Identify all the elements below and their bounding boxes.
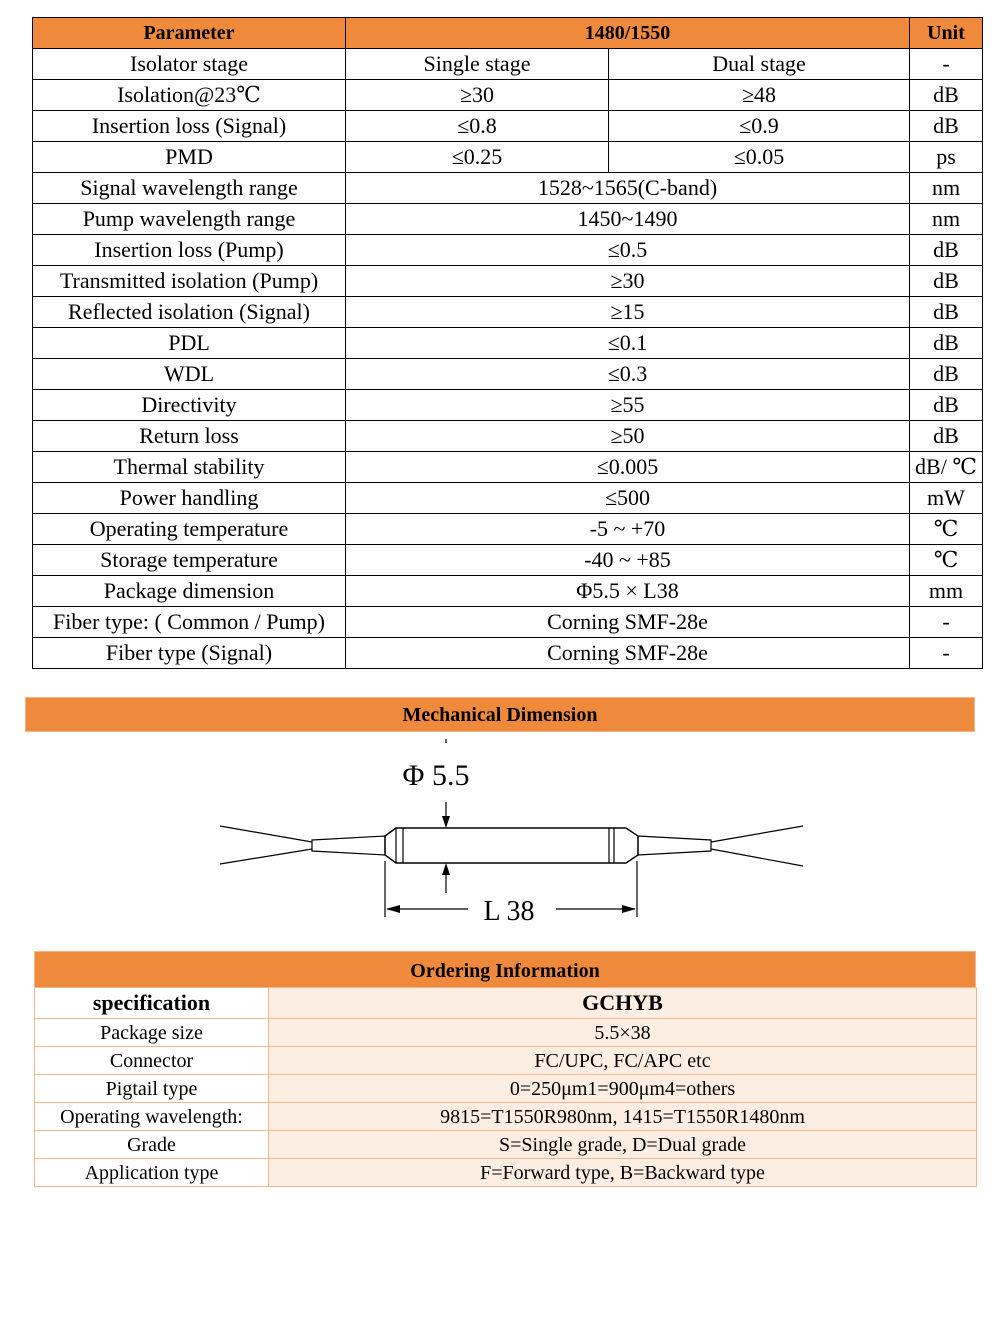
- ordering-header-row: [35, 988, 977, 1019]
- spec-parameter-cell: Package dimension: [33, 576, 346, 607]
- spec-unit-cell: nm: [910, 173, 983, 204]
- spec-unit-cell: dB/ ℃: [910, 452, 983, 483]
- spec-row: [33, 204, 983, 235]
- spec-parameter-cell: Storage temperature: [33, 545, 346, 576]
- spec-value-cell: ≤500: [346, 483, 910, 514]
- spec-row: [33, 545, 983, 576]
- spec-row: [33, 173, 983, 204]
- ordering-row: [35, 1159, 977, 1187]
- spec-parameter-cell: Return loss: [33, 421, 346, 452]
- spec-value-cell: ≤0.1: [346, 328, 910, 359]
- spec-parameter-cell: Operating temperature: [33, 514, 346, 545]
- spec-row: [33, 452, 983, 483]
- spec-unit-cell: dB: [910, 390, 983, 421]
- spec-parameter-cell: Insertion loss (Signal): [33, 111, 346, 142]
- ordering-label-cell: Pigtail type: [35, 1075, 269, 1103]
- spec-row: [33, 49, 983, 80]
- spec-row: [33, 142, 983, 173]
- spec-table: [32, 17, 983, 669]
- spec-unit-cell: dB: [910, 266, 983, 297]
- ordering-value-cell: 0=250μm1=900μm4=others: [269, 1075, 977, 1103]
- spec-unit-cell: dB: [910, 421, 983, 452]
- mechanical-dimension-bar: Mechanical Dimension: [25, 697, 975, 732]
- ordering-value-cell: 5.5×38: [269, 1019, 977, 1047]
- ordering-value-cell: 9815=T1550R980nm, 1415=T1550R1480nm: [269, 1103, 977, 1131]
- spec-value-dual-cell: ≤0.05: [609, 142, 910, 173]
- spec-unit-cell: nm: [910, 204, 983, 235]
- spec-parameter-cell: Transmitted isolation (Pump): [33, 266, 346, 297]
- left-fiber-upper: [220, 826, 312, 842]
- ordering-table: [34, 987, 977, 1187]
- spec-unit-cell: mm: [910, 576, 983, 607]
- spec-value-dual-cell: Dual stage: [609, 49, 910, 80]
- ordering-label-cell: Operating wavelength:: [35, 1103, 269, 1131]
- ordering-row: [35, 1075, 977, 1103]
- spec-value-cell: ≥30: [346, 266, 910, 297]
- ordering-header-value: GCHYB: [269, 988, 977, 1019]
- spec-unit-cell: dB: [910, 111, 983, 142]
- spec-row: [33, 638, 983, 669]
- spec-unit-cell: ps: [910, 142, 983, 173]
- left-boot: [312, 836, 385, 855]
- spec-value-cell: Corning SMF-28e: [346, 638, 910, 669]
- spec-unit-cell: dB: [910, 297, 983, 328]
- ordering-row: [35, 1103, 977, 1131]
- right-fiber-upper: [711, 826, 803, 842]
- spec-value-cell: ≤0.3: [346, 359, 910, 390]
- ordering-information-bar: Ordering Information: [34, 951, 976, 988]
- spec-value-single-cell: ≤0.25: [346, 142, 609, 173]
- spec-value-cell: -5 ~ +70: [346, 514, 910, 545]
- spec-unit-cell: dB: [910, 359, 983, 390]
- ordering-row: [35, 1019, 977, 1047]
- header-unit: Unit: [910, 18, 983, 49]
- spec-value-cell: Corning SMF-28e: [346, 607, 910, 638]
- spec-row: [33, 235, 983, 266]
- spec-value-cell: 1450~1490: [346, 204, 910, 235]
- spec-parameter-cell: Power handling: [33, 483, 346, 514]
- spec-value-cell: ≥50: [346, 421, 910, 452]
- spec-parameter-cell: PDL: [33, 328, 346, 359]
- spec-parameter-cell: Thermal stability: [33, 452, 346, 483]
- spec-parameter-cell: Directivity: [33, 390, 346, 421]
- spec-unit-cell: mW: [910, 483, 983, 514]
- ordering-label-cell: Package size: [35, 1019, 269, 1047]
- spec-value-single-cell: ≤0.8: [346, 111, 609, 142]
- spec-row: [33, 421, 983, 452]
- spec-value-cell: -40 ~ +85: [346, 545, 910, 576]
- spec-unit-cell: ℃: [910, 545, 983, 576]
- spec-row: [33, 607, 983, 638]
- spec-parameter-cell: Isolation@23℃: [33, 80, 346, 111]
- spec-value-cell: ≥15: [346, 297, 910, 328]
- spec-row: [33, 266, 983, 297]
- ordering-body: [35, 988, 977, 1187]
- spec-row: [33, 111, 983, 142]
- header-model: 1480/1550: [346, 18, 910, 49]
- spec-unit-cell: -: [910, 607, 983, 638]
- right-boot: [638, 836, 711, 855]
- ordering-row: [35, 1047, 977, 1075]
- left-fiber-lower: [220, 849, 312, 864]
- ordering-label-cell: Grade: [35, 1131, 269, 1159]
- spec-parameter-cell: Fiber type: ( Common / Pump): [33, 607, 346, 638]
- spec-header-row: [33, 18, 983, 49]
- spec-unit-cell: dB: [910, 235, 983, 266]
- spec-row: [33, 514, 983, 545]
- spec-parameter-cell: Insertion loss (Pump): [33, 235, 346, 266]
- spec-unit-cell: ℃: [910, 514, 983, 545]
- spec-value-single-cell: ≥30: [346, 80, 609, 111]
- spec-parameter-cell: Isolator stage: [33, 49, 346, 80]
- length-label: L 38: [483, 896, 535, 927]
- spec-parameter-cell: WDL: [33, 359, 346, 390]
- spec-parameter-cell: Signal wavelength range: [33, 173, 346, 204]
- spec-value-cell: 1528~1565(C-band): [346, 173, 910, 204]
- spec-parameter-cell: Fiber type (Signal): [33, 638, 346, 669]
- spec-value-cell: ≤0.5: [346, 235, 910, 266]
- spec-value-dual-cell: ≥48: [609, 80, 910, 111]
- spec-unit-cell: -: [910, 49, 983, 80]
- spec-row: [33, 80, 983, 111]
- spec-row: [33, 328, 983, 359]
- ordering-label-cell: Application type: [35, 1159, 269, 1187]
- header-parameter: Parameter: [33, 18, 346, 49]
- ordering-value-cell: FC/UPC, FC/APC etc: [269, 1047, 977, 1075]
- spec-row: [33, 576, 983, 607]
- spec-unit-cell: dB: [910, 328, 983, 359]
- spec-value-cell: Φ5.5 × L38: [346, 576, 910, 607]
- spec-row: [33, 359, 983, 390]
- ordering-label-cell: Connector: [35, 1047, 269, 1075]
- spec-body: [33, 49, 983, 669]
- spec-row: [33, 483, 983, 514]
- spec-unit-cell: -: [910, 638, 983, 669]
- spec-value-single-cell: Single stage: [346, 49, 609, 80]
- spec-parameter-cell: Pump wavelength range: [33, 204, 346, 235]
- ordering-row: [35, 1131, 977, 1159]
- diameter-label: Φ 5.5: [402, 759, 470, 792]
- ordering-value-cell: S=Single grade, D=Dual grade: [269, 1131, 977, 1159]
- spec-value-cell: ≥55: [346, 390, 910, 421]
- device-body: [385, 828, 638, 863]
- spec-parameter-cell: PMD: [33, 142, 346, 173]
- spec-value-cell: ≤0.005: [346, 452, 910, 483]
- spec-row: [33, 297, 983, 328]
- mechanical-drawing: [200, 735, 820, 935]
- right-fiber-lower: [711, 849, 803, 866]
- ordering-header-label: specification: [35, 988, 269, 1019]
- spec-unit-cell: dB: [910, 80, 983, 111]
- ordering-value-cell: F=Forward type, B=Backward type: [269, 1159, 977, 1187]
- spec-row: [33, 390, 983, 421]
- spec-value-dual-cell: ≤0.9: [609, 111, 910, 142]
- spec-parameter-cell: Reflected isolation (Signal): [33, 297, 346, 328]
